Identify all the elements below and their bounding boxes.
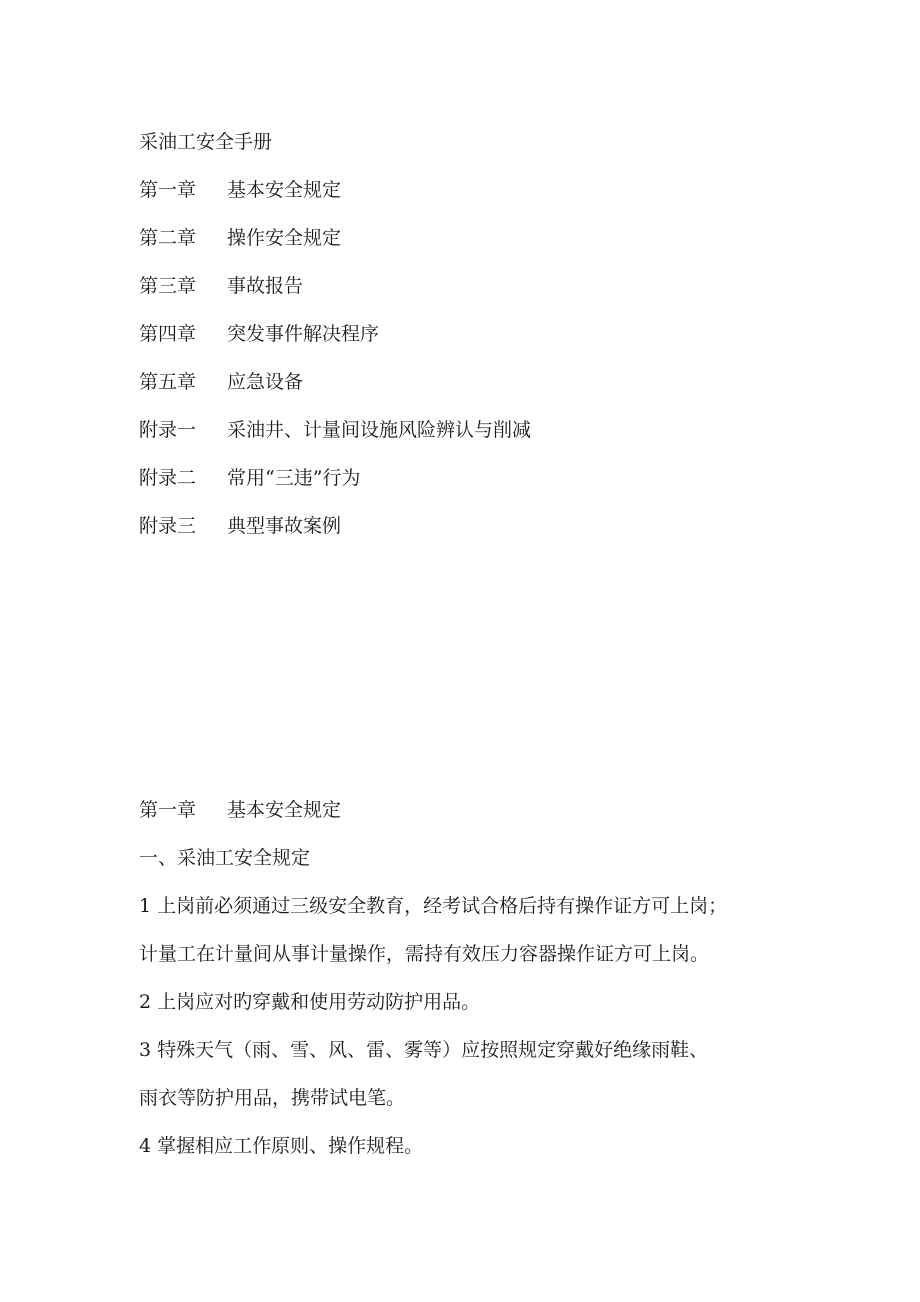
chapter-heading xyxy=(139,786,819,834)
toc-entry xyxy=(139,310,839,358)
toc-entry-title: 常用“三违”行为 xyxy=(227,467,361,489)
body-line: 2 上岗应对旳穿戴和使用劳动防护用品。 xyxy=(139,991,481,1013)
toc-entry-number: 第二章 xyxy=(139,227,197,249)
toc-entry xyxy=(139,214,839,262)
toc-entry-number: 第四章 xyxy=(139,323,197,345)
toc-entry-title: 典型事故案例 xyxy=(227,515,342,537)
body-line: 4 掌握相应工作原则、操作规程。 xyxy=(139,1135,424,1157)
toc-entry-number: 附录一 xyxy=(139,419,197,441)
toc-entry-title: 应急设备 xyxy=(227,371,304,393)
toc-entry-title: 操作安全规定 xyxy=(227,227,342,249)
toc-entry-title: 采油井、计量间设施风险辨认与削减 xyxy=(227,419,532,441)
toc-entry xyxy=(139,406,839,454)
chapter-title: 基本安全规定 xyxy=(227,799,342,821)
toc-entry xyxy=(139,502,839,550)
toc-entry-number: 第三章 xyxy=(139,275,197,297)
table-of-contents xyxy=(139,118,839,550)
section-title: 一、采油工安全规定 xyxy=(139,847,311,869)
toc-entry-title: 基本安全规定 xyxy=(227,179,342,201)
chapter-number: 第一章 xyxy=(139,799,197,821)
toc-entry-title: 事故报告 xyxy=(227,275,304,297)
toc-entry-number: 第五章 xyxy=(139,371,197,393)
toc-entry xyxy=(139,262,839,310)
toc-entry-title: 突发事件解决程序 xyxy=(227,323,380,345)
toc-entry-number: 第一章 xyxy=(139,179,197,201)
body-line: 3 特殊天气（雨、雪、风、雷、雾等）应按照规定穿戴好绝缘雨鞋、 xyxy=(139,1039,709,1061)
toc-entry xyxy=(139,166,839,214)
toc-entry xyxy=(139,358,839,406)
toc-entry xyxy=(139,454,839,502)
chapter-one-section xyxy=(139,786,819,1170)
toc-entry-number: 附录二 xyxy=(139,467,197,489)
body-line: 计量工在计量间从事计量操作，需持有效压力容器操作证方可上岗。 xyxy=(139,943,710,965)
body-line: 1 上岗前必须通过三级安全教育，经考试合格后持有操作证方可上岗； xyxy=(139,895,728,917)
doc-title: 采油工安全手册 xyxy=(139,131,273,153)
toc-entry-number: 附录三 xyxy=(139,515,197,537)
body-line: 雨衣等防护用品，携带试电笔。 xyxy=(139,1087,406,1109)
